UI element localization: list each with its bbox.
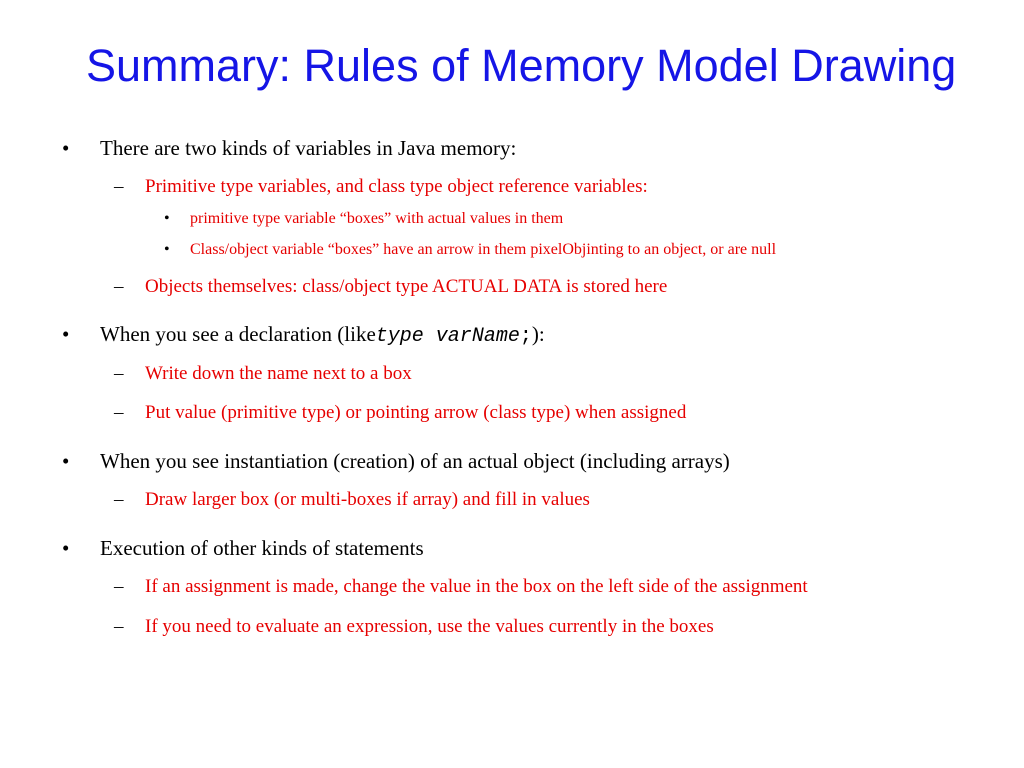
dash-marker: – (114, 489, 124, 510)
bullet-marker: • (62, 322, 70, 346)
dash-marker: – (114, 616, 124, 637)
bullet-marker: • (164, 241, 170, 258)
dash-marker: – (114, 276, 124, 297)
bullet-marker: • (62, 449, 70, 473)
sub-bullet-put-value: Put value (primitive type) or pointing arrow (class type) when assigned (145, 402, 687, 423)
dash-marker: – (114, 402, 124, 423)
sub-sub-bullet-primitive-boxes: primitive type variable “boxes” with actual values in them (190, 210, 564, 227)
sub-bullet-assignment: If an assignment is made, change the value in the box on the left side of the assignment (145, 576, 808, 597)
bullet-text-instantiation: When you see instantiation (creation) of an actual object (including arrays) (100, 449, 730, 473)
dash-marker: – (114, 576, 124, 597)
declaration-text-after: ): (531, 322, 545, 346)
sub-bullet-objects-themselves: Objects themselves: class/object type ACTUAL DATA is stored here (145, 276, 668, 297)
bullet-marker: • (164, 210, 170, 227)
bullet-text-declaration (100, 322, 545, 348)
declaration-code-italic: type varName (375, 325, 520, 348)
sub-sub-bullet-object-boxes: Class/object variable “boxes” have an arrow in them pixelObjinting to an object, or are null (190, 241, 777, 258)
sub-bullet-write-name: Write down the name next to a box (145, 363, 412, 384)
dash-marker: – (114, 363, 124, 384)
declaration-text-before: When you see a declaration (like (100, 322, 376, 346)
sub-bullet-variable-kinds: Primitive type variables, and class type object reference variables: (145, 176, 648, 197)
slide-title: Summary: Rules of Memory Model Drawing (86, 40, 957, 91)
bullet-marker: • (62, 136, 70, 160)
bullet-marker: • (62, 536, 70, 560)
bullet-text-java-memory: There are two kinds of variables in Java memory: (100, 136, 517, 160)
bullet-text-execution: Execution of other kinds of statements (100, 536, 424, 560)
sub-bullet-evaluate-expression: If you need to evaluate an expression, use the values currently in the boxes (145, 616, 714, 637)
declaration-code-semicolon: ; (519, 325, 532, 348)
dash-marker: – (114, 176, 124, 197)
sub-bullet-draw-larger-box: Draw larger box (or multi-boxes if array) and fill in values (145, 489, 590, 510)
